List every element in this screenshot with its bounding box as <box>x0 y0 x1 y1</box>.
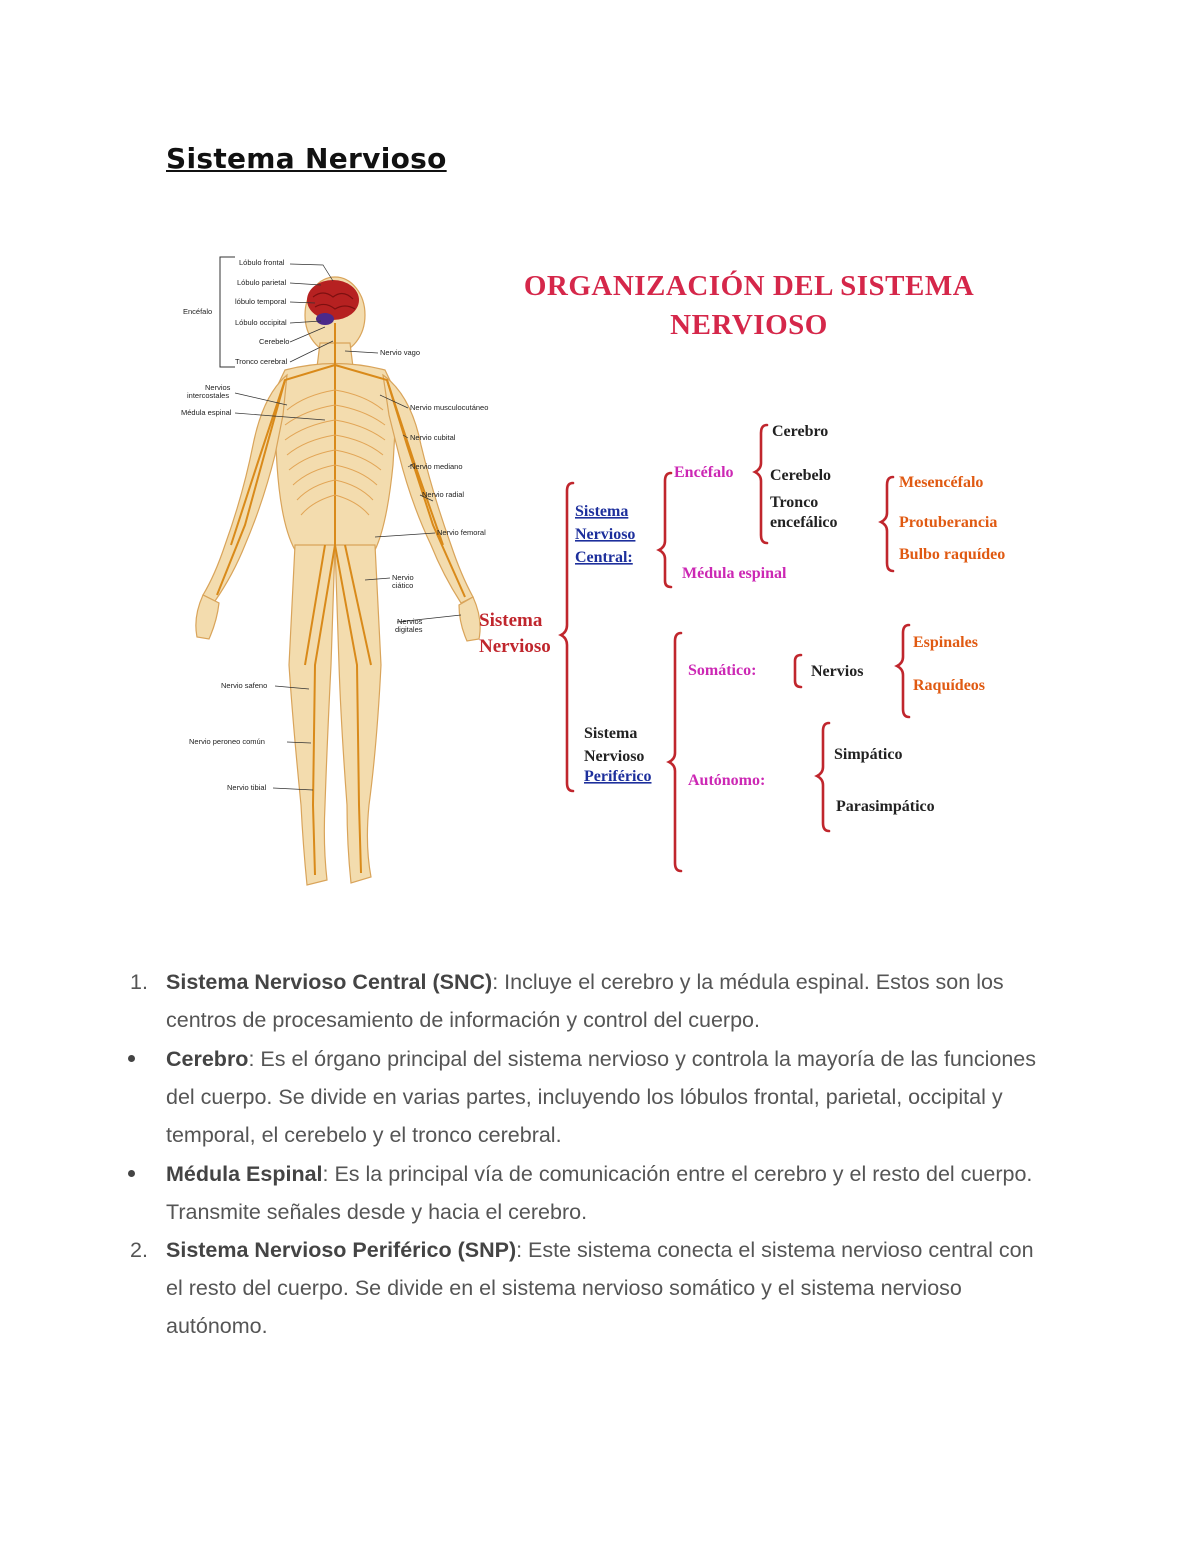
snc-line2: Nervioso <box>575 526 636 543</box>
label-encefalo: Encéfalo <box>183 307 213 316</box>
desc-medula: : Es la principal vía de comunicación entre el cerebro y el resto del cuerpo. Transmite señales desde y hacia el cerebro. <box>166 1162 1033 1224</box>
bullet-icon <box>128 1170 135 1177</box>
label-lobulo-frontal: Lóbulo frontal <box>239 258 285 267</box>
label-nervio-tibial: Nervio tibial <box>227 783 267 792</box>
page-title: Sistema Nervioso <box>166 142 447 175</box>
label-nervio-mediano: Nervio mediano <box>410 462 463 471</box>
parasimpatico-label: Parasimpático <box>836 798 935 815</box>
list-item <box>166 1040 1046 1154</box>
body-illustration <box>181 257 488 885</box>
espinales-label: Espinales <box>913 634 978 651</box>
brain <box>307 280 359 320</box>
mesencefalo-label: Mesencéfalo <box>899 474 984 491</box>
raquideos-label: Raquídeos <box>913 677 986 694</box>
list-item <box>130 1231 1046 1345</box>
label-nervio-peroneo: Nervio peroneo común <box>189 737 265 746</box>
label-nervio-vago: Nervio vago <box>380 348 421 357</box>
snp-line2: Nervioso <box>584 748 645 765</box>
tronco-line2: encefálico <box>770 514 838 531</box>
snp-line3: Periférico <box>584 768 652 785</box>
term-snc: Sistema Nervioso Central (SNC) <box>166 970 493 994</box>
label-nervio-safeno: Nervio safeno <box>221 681 268 690</box>
label-nervio-radial: Nervio radial <box>422 490 465 499</box>
label-lobulo-parietal: Lóbulo parietal <box>237 278 287 287</box>
list-item <box>130 963 1046 1039</box>
root-line1: Sistema <box>479 610 543 631</box>
desc-snp: : Este sistema conecta el sistema nervioso central con el resto del cuerpo. Se divide en el sistema nervioso somático y el sistema nervioso autónomo. <box>166 1238 1034 1338</box>
snc-line1: Sistema <box>575 503 629 520</box>
bullet-icon <box>128 1055 135 1062</box>
label-lobulo-occipital: Lóbulo occipital <box>235 318 287 327</box>
desc-snc: : Incluye el cerebro y la médula espinal. Estos son los centros de procesamiento de información y control del cuerpo. <box>166 970 1004 1032</box>
label-lobulo-temporal: lóbulo temporal <box>235 297 287 306</box>
nervios-label: Nervios <box>811 663 864 680</box>
bulbo-label: Bulbo raquídeo <box>899 546 1006 563</box>
desc-cerebro: : Es el órgano principal del sistema nervioso y controla la mayoría de las funciones del cuerpo. Se divide en varias partes, incluyendo los lóbulos frontal, parietal, occipital y temporal, el cerebelo y el tronco cerebral. <box>166 1047 1036 1147</box>
org-title-line2: NERVIOSO <box>670 309 828 341</box>
autonomo-label: Autónomo: <box>688 772 766 789</box>
simpatico-label: Simpático <box>834 746 903 763</box>
label-nervio-femoral: Nervio femoral <box>437 528 486 537</box>
figure-svg <box>175 245 1055 895</box>
encefalo-label: Encéfalo <box>674 464 734 481</box>
list-number: 1. <box>130 970 148 994</box>
label-nervio-ciatico-2: ciático <box>392 581 414 590</box>
term-cerebro: Cerebro <box>166 1047 249 1071</box>
term-medula: Médula Espinal <box>166 1162 323 1186</box>
somatico-label: Somático: <box>688 662 757 679</box>
snp-line1: Sistema <box>584 725 638 742</box>
label-nervios-intercostales-1: Nervios <box>205 383 231 392</box>
label-medula-espinal: Médula espinal <box>181 408 232 417</box>
cerebellum <box>316 313 334 325</box>
label-nervio-musculocutaneo: Nervio musculocutáneo <box>410 403 489 412</box>
organization-chart <box>479 269 1005 871</box>
label-nervios-digitales-1: Nervios <box>397 617 423 626</box>
list-item <box>166 1155 1046 1231</box>
medula-label: Médula espinal <box>682 565 787 582</box>
term-snp: Sistema Nervioso Periférico (SNP) <box>166 1238 517 1262</box>
protuberancia-label: Protuberancia <box>899 514 998 531</box>
label-nervios-intercostales-2: intercostales <box>187 391 230 400</box>
list-number: 2. <box>130 1238 148 1262</box>
right-hand <box>459 597 480 641</box>
label-tronco-cerebral: Tronco cerebral <box>235 357 288 366</box>
nervous-system-figure <box>175 245 1055 895</box>
tronco-line1: Tronco <box>770 494 819 511</box>
left-leg <box>289 545 335 885</box>
org-title-line1: ORGANIZACIÓN DEL SISTEMA <box>523 270 975 302</box>
label-nervio-cubital: Nervio cubital <box>410 433 456 442</box>
cerebro-label: Cerebro <box>772 423 829 440</box>
root-line2: Nervioso <box>479 636 551 657</box>
left-hand <box>196 595 219 639</box>
label-nervios-digitales-2: digitales <box>395 625 423 634</box>
snc-line3: Central: <box>575 549 633 566</box>
label-nervio-ciatico-1: Nervio <box>392 573 414 582</box>
label-cerebelo: Cerebelo <box>259 337 290 346</box>
cerebelo-label: Cerebelo <box>770 467 832 484</box>
